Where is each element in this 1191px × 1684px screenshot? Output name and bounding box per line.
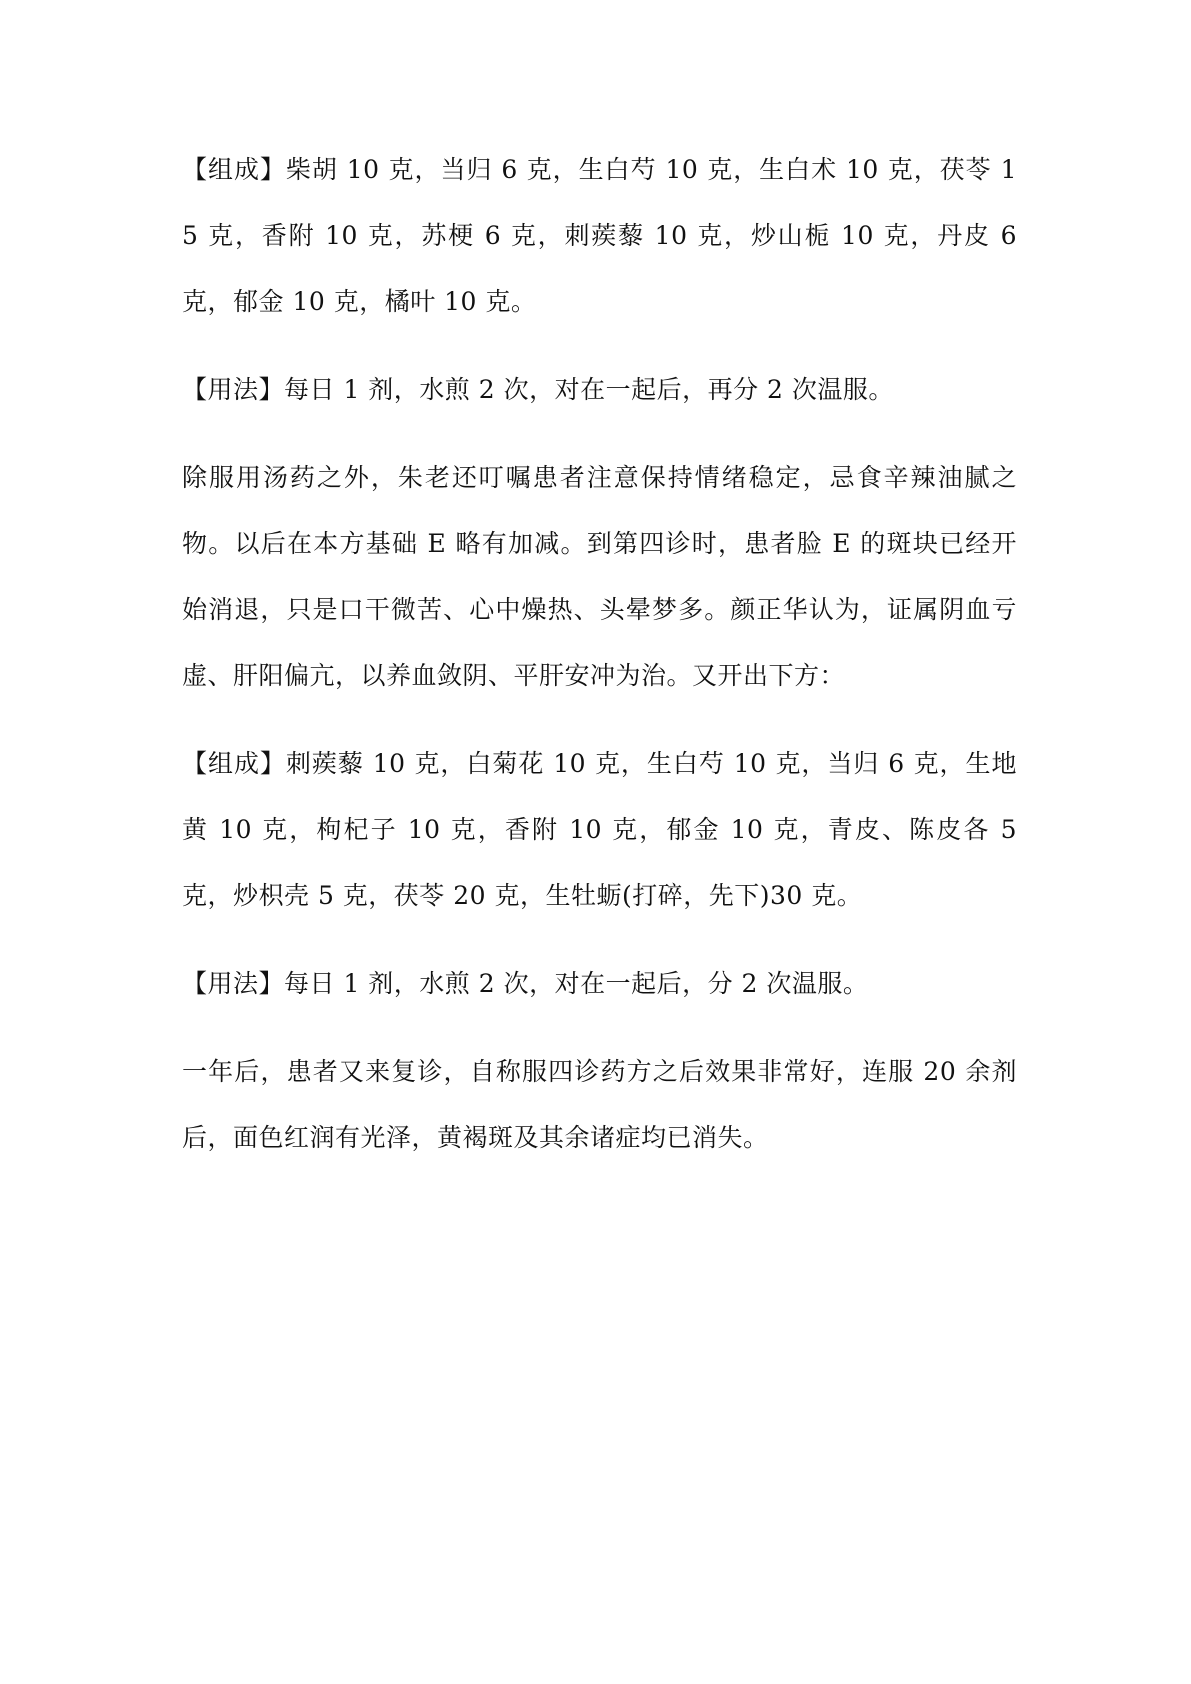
paragraph-composition-1: 【组成】柴胡 10 克，当归 6 克，生白芍 10 克，生白术 10 克，茯苓 15 克，香附 10 克，苏梗 6 克，刺蒺藜 10 克，炒山栀 10 克，丹皮 6 克，郁金 10 克，橘叶 10 克。	[182, 155, 1017, 316]
paragraph-composition-2: 【组成】刺蒺藜 10 克，白菊花 10 克，生白芍 10 克，当归 6 克，生地黄 10 克，枸杞子 10 克，香附 10 克，郁金 10 克，青皮、陈皮各 5 克，炒枳壳 5 克，茯苓 20 克，生牡蛎(打碎，先下)30 克。	[182, 749, 1017, 910]
paragraph-narrative-2: 一年后，患者又来复诊，自称服四诊药方之后效果非常好，连服 20 余剂后，面色红润有光泽，黄褐斑及其余诸症均已消失。	[182, 1057, 1017, 1152]
document-body	[182, 137, 1017, 1193]
paragraph-usage-2: 【用法】每日 1 剂，水煎 2 次，对在一起后，分 2 次温服。	[182, 969, 869, 998]
paragraph-usage-1: 【用法】每日 1 剂，水煎 2 次，对在一起后，再分 2 次温服。	[182, 375, 894, 404]
paragraph-narrative-1: 除服用汤药之外，朱老还叮嘱患者注意保持情绪稳定，忌食辛辣油腻之物。以后在本方基础 E 略有加减。到第四诊时，患者脸 E 的斑块已经开始消退，只是口干微苦、心中燥热、头晕梦多。颜正华认为，证属阴血亏虚、肝阳偏亢，以养血敛阴、平肝安冲为治。又开出下方：	[182, 463, 1017, 690]
